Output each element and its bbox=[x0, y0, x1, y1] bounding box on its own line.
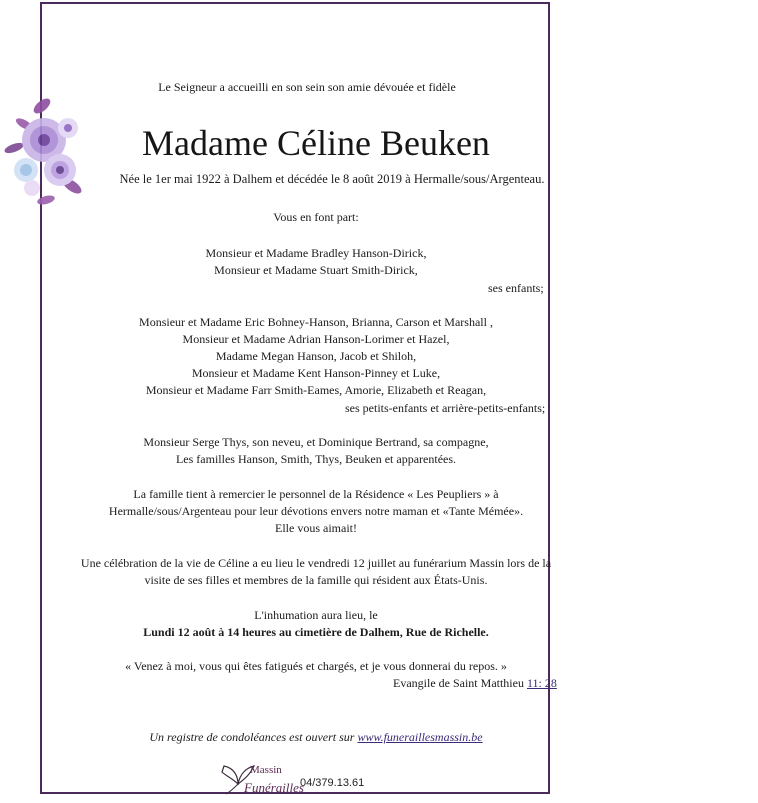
grandchildren-line: Monsieur et Madame Farr Smith-Eames, Amorie, Elizabeth et Reagan, bbox=[145, 383, 487, 397]
children-line: Monsieur et Madame Bradley Hanson-Dirick, bbox=[205, 246, 427, 260]
grandchildren-line: Madame Megan Hanson, Jacob et Shiloh, bbox=[215, 349, 417, 363]
deceased-name: Madame Céline Beuken bbox=[142, 123, 490, 163]
verse-source: Evangile de Saint Matthieu bbox=[393, 676, 524, 690]
grandchildren-line: Monsieur et Madame Eric Bohney-Hanson, Brianna, Carson et Marshall , bbox=[139, 315, 493, 329]
grandchildren-line: Monsieur et Madame Adrian Hanson-Lorimer et Hazel, bbox=[182, 332, 450, 346]
registry-link[interactable]: www.funeraillesmassin.be bbox=[357, 730, 483, 744]
burial-intro: L'inhumation aura lieu, le bbox=[254, 608, 378, 622]
children-line: Monsieur et Madame Stuart Smith-Dirick, bbox=[214, 263, 418, 277]
others-line: Les familles Hanson, Smith, Thys, Beuken et apparentées. bbox=[175, 452, 457, 466]
thanks-line: La famille tient à remercier le personnel de la Résidence « Les Peupliers » à bbox=[133, 487, 499, 501]
logo-line2: Funérailles bbox=[244, 780, 304, 795]
intro-text: Le Seigneur a accueilli en son sein son amie dévouée et fidèle bbox=[158, 80, 456, 94]
verse-ref-link[interactable]: 11: 28 bbox=[526, 676, 557, 690]
grandchildren-label: ses petits-enfants et arrière-petits-enfants; bbox=[345, 401, 546, 415]
bible-quote: « Venez à moi, vous qui êtes fatigués et chargés, et je vous donnerai du repos. » bbox=[125, 659, 507, 673]
children-label: ses enfants; bbox=[488, 281, 544, 295]
others-line: Monsieur Serge Thys, son neveu, et Dominique Bertrand, sa compagne, bbox=[143, 435, 489, 449]
logo-line1: Massin bbox=[250, 764, 282, 776]
thanks-line: Hermalle/sous/Argenteau pour leur dévotions envers notre maman et «Tante Mémée». bbox=[108, 504, 524, 518]
registry-text: Un registre de condoléances est ouvert sur bbox=[149, 730, 355, 744]
burial-detail: Lundi 12 août à 14 heures au cimetière de Dalhem, Rue de Richelle. bbox=[143, 625, 489, 639]
verse-line bbox=[393, 676, 557, 690]
grandchildren-line: Monsieur et Madame Kent Hanson-Pinney et Luke, bbox=[191, 366, 441, 380]
celebration-line: Une célébration de la vie de Céline a eu lieu le vendredi 12 juillet au funérarium Massin lors de la bbox=[80, 556, 552, 570]
phone-number: 04/379.13.61 bbox=[300, 777, 365, 789]
celebration-line: visite de ses filles et membres de la famille qui résident aux États-Unis. bbox=[144, 573, 488, 587]
massin-logo bbox=[220, 760, 304, 798]
announce-text: Vous en font part: bbox=[273, 210, 359, 224]
birth-death-text: Née le 1er mai 1922 à Dalhem et décédée le 8 août 2019 à Hermalle/sous/Argenteau. bbox=[119, 172, 545, 186]
registry-line bbox=[0, 730, 632, 744]
thanks-line: Elle vous aimait! bbox=[275, 521, 357, 535]
